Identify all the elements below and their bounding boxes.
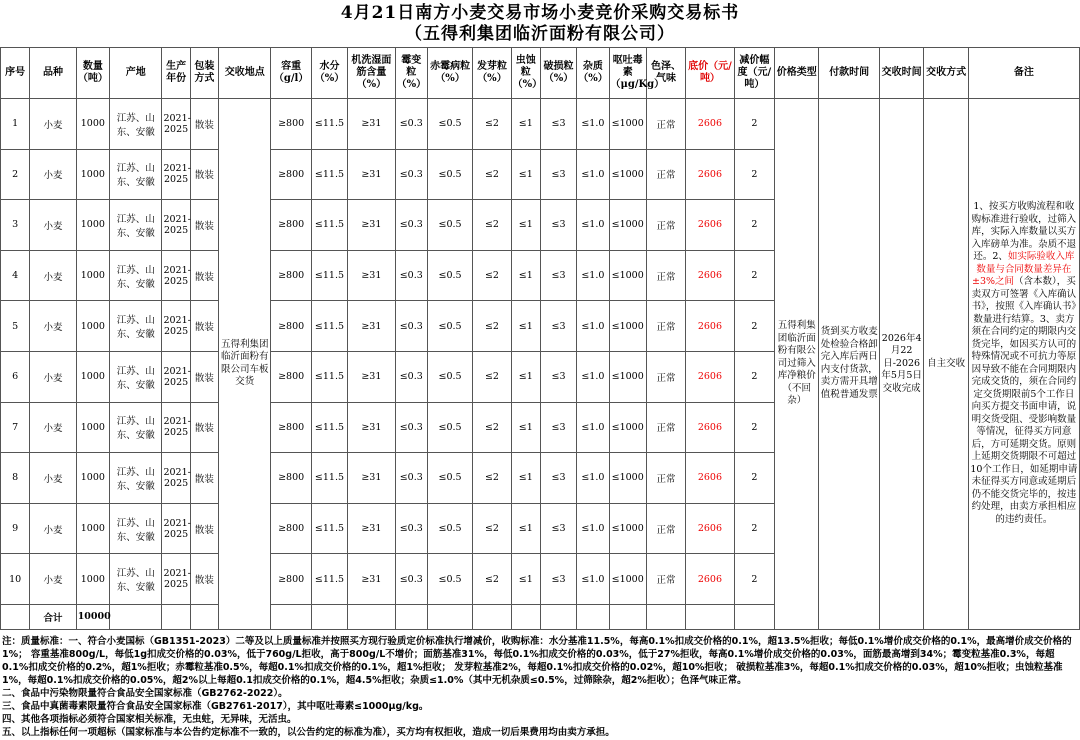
table-cell: 江苏、山东、安徽 <box>109 99 161 150</box>
table-cell: 2 <box>734 453 774 504</box>
table-cell: 小麦 <box>30 351 76 402</box>
delivery-time-cell: 2026年4月22日-2026年5月5日交收完成 <box>879 99 923 630</box>
table-cell: 2606 <box>686 99 734 150</box>
column-header: 发芽粒（%） <box>473 48 511 99</box>
table-cell: 江苏、山东、安徽 <box>109 351 161 402</box>
table-cell: ≤1 <box>511 250 540 301</box>
table-cell <box>646 604 685 629</box>
table-cell: ≤3 <box>540 149 576 200</box>
table-cell: ≤11.5 <box>311 301 347 352</box>
table-cell: ≤11.5 <box>311 351 347 402</box>
table-cell: ≤0.5 <box>427 554 472 605</box>
table-cell: ≤1 <box>511 554 540 605</box>
table-cell: 正常 <box>646 402 685 453</box>
table-cell: ≤1 <box>511 99 540 150</box>
table-cell: 正常 <box>646 149 685 200</box>
table-cell: ≤1000 <box>609 250 646 301</box>
column-header: 交收时间 <box>879 48 923 99</box>
table-cell: ≤0.5 <box>427 99 472 150</box>
table-cell: 1000 <box>76 301 109 352</box>
table-cell: 正常 <box>646 351 685 402</box>
table-cell: 2 <box>734 351 774 402</box>
table-cell: ≤0.5 <box>427 503 472 554</box>
table-cell <box>109 604 161 629</box>
column-header: 底价（元/吨） <box>686 48 734 99</box>
table-cell: 2 <box>734 200 774 251</box>
table-cell: 小麦 <box>30 503 76 554</box>
table-cell <box>427 604 472 629</box>
table-cell: 散装 <box>190 453 218 504</box>
column-header: 数量（吨） <box>76 48 109 99</box>
table-cell: ≤3 <box>540 554 576 605</box>
table-cell: ≤1.0 <box>577 453 609 504</box>
table-cell: ≤0.3 <box>395 301 427 352</box>
table-cell <box>271 604 311 629</box>
column-header: 杂质（%） <box>577 48 609 99</box>
table-cell: ≤11.5 <box>311 149 347 200</box>
table-cell: 2 <box>734 503 774 554</box>
table-cell: 2 <box>734 301 774 352</box>
table-cell: 2606 <box>686 351 734 402</box>
column-header: 容重（g/l） <box>271 48 311 99</box>
column-header: 包装方式 <box>190 48 218 99</box>
table-cell: ≥31 <box>348 453 395 504</box>
table-cell: 2 <box>734 402 774 453</box>
table-cell: ≤1000 <box>609 402 646 453</box>
table-cell: 2021-2025 <box>162 554 190 605</box>
table-cell: ≥800 <box>271 250 311 301</box>
table-cell: 2021-2025 <box>162 301 190 352</box>
table-cell: 正常 <box>646 250 685 301</box>
table-cell <box>311 604 347 629</box>
table-cell: 2606 <box>686 301 734 352</box>
table-cell: 9 <box>1 503 30 554</box>
table-cell: ≤2 <box>473 301 511 352</box>
table-cell: 2021-2025 <box>162 503 190 554</box>
table-cell: 2 <box>734 149 774 200</box>
payment-time-cell: 货到买方收麦处检验合格卸完入库后两日内支付货款，卖方需开具增值税普通发票 <box>819 99 880 630</box>
table-cell: ≤11.5 <box>311 554 347 605</box>
page-subtitle: （五得利集团临沂面粉有限公司） <box>405 24 675 44</box>
table-cell: 10000 <box>76 604 109 629</box>
table-cell: 1000 <box>76 99 109 150</box>
table-cell: ≤3 <box>540 250 576 301</box>
table-cell <box>609 604 646 629</box>
table-cell: ≤2 <box>473 453 511 504</box>
table-cell: ≤0.3 <box>395 503 427 554</box>
table-cell: ≤3 <box>540 99 576 150</box>
table-cell: 8 <box>1 453 30 504</box>
table-cell <box>190 604 218 629</box>
table-cell: 2021-2025 <box>162 250 190 301</box>
table-cell: 2 <box>1 149 30 200</box>
table-cell: ≤2 <box>473 250 511 301</box>
table-cell: 小麦 <box>30 402 76 453</box>
table-cell: ≤2 <box>473 402 511 453</box>
column-header: 序号 <box>1 48 30 99</box>
table-cell <box>348 604 395 629</box>
table-cell: ≤0.3 <box>395 402 427 453</box>
column-header: 霉变粒（%） <box>395 48 427 99</box>
table-cell: ≤1.0 <box>577 402 609 453</box>
table-cell <box>162 604 190 629</box>
table-cell: 1000 <box>76 503 109 554</box>
table-cell: ≤3 <box>540 503 576 554</box>
table-cell: 2 <box>734 554 774 605</box>
column-header: 色泽、气味 <box>646 48 685 99</box>
header-row <box>1 48 1080 99</box>
table-cell <box>511 604 540 629</box>
table-cell: ≤1.0 <box>577 503 609 554</box>
table-cell: 2021-2025 <box>162 149 190 200</box>
table-cell: 6 <box>1 351 30 402</box>
column-header: 交收方式 <box>924 48 968 99</box>
table-cell: 正常 <box>646 554 685 605</box>
table-cell: ≤1000 <box>609 503 646 554</box>
table-cell: 散装 <box>190 351 218 402</box>
table-cell: ≥31 <box>348 99 395 150</box>
table-cell: 江苏、山东、安徽 <box>109 554 161 605</box>
table-cell: ≤1.0 <box>577 301 609 352</box>
table-cell: 江苏、山东、安徽 <box>109 402 161 453</box>
table-cell: ≤1000 <box>609 149 646 200</box>
table-row <box>1 99 1080 150</box>
table-cell: 2021-2025 <box>162 351 190 402</box>
table-cell: 小麦 <box>30 250 76 301</box>
table-cell: ≤1 <box>511 402 540 453</box>
table-cell: 1000 <box>76 554 109 605</box>
table-cell: ≤1.0 <box>577 200 609 251</box>
column-header: 生产年份 <box>162 48 190 99</box>
table-cell: 小麦 <box>30 99 76 150</box>
table-cell: 2 <box>734 250 774 301</box>
table-cell: 2606 <box>686 554 734 605</box>
table-cell: 散装 <box>190 503 218 554</box>
table-cell: ≤0.5 <box>427 250 472 301</box>
table-cell: ≥800 <box>271 351 311 402</box>
note-line: 五、以上指标任何一项超标（国家标准与本公告约定标准不一致的，以公告约定的标准为准），买方均有权拒收，造成一切后果费用均由卖方承担。 <box>2 727 615 738</box>
table-cell: 2021-2025 <box>162 200 190 251</box>
column-header: 机洗湿面筋含量（%） <box>348 48 395 99</box>
table-cell <box>540 604 576 629</box>
table-cell: ≤1.0 <box>577 149 609 200</box>
column-header: 付款时间 <box>819 48 880 99</box>
table-cell: 小麦 <box>30 149 76 200</box>
table-cell: 散装 <box>190 301 218 352</box>
table-cell: 2606 <box>686 250 734 301</box>
table-cell: 1000 <box>76 149 109 200</box>
table-cell: 1000 <box>76 402 109 453</box>
table-cell: ≤1 <box>511 453 540 504</box>
table-cell: 小麦 <box>30 200 76 251</box>
table-cell: 3 <box>1 200 30 251</box>
page-title: 4月21日南方小麦交易市场小麦竞价采购交易标书 <box>340 3 740 23</box>
table-cell: 1000 <box>76 453 109 504</box>
table-cell: ≥800 <box>271 301 311 352</box>
table-cell: ≤11.5 <box>311 453 347 504</box>
table-cell: ≥31 <box>348 149 395 200</box>
table-cell: ≤1 <box>511 351 540 402</box>
table-cell: ≥31 <box>348 301 395 352</box>
table-cell: ≤2 <box>473 200 511 251</box>
table-cell: 散装 <box>190 554 218 605</box>
table-cell: ≤0.3 <box>395 99 427 150</box>
table-cell: 正常 <box>646 301 685 352</box>
table-cell: ≤3 <box>540 351 576 402</box>
column-header: 赤霉病粒（%） <box>427 48 472 99</box>
table-cell: ≤2 <box>473 503 511 554</box>
table-cell: ≤0.5 <box>427 149 472 200</box>
table-cell: 正常 <box>646 200 685 251</box>
table-cell: 小麦 <box>30 453 76 504</box>
table-cell: ≤1 <box>511 301 540 352</box>
table-cell: ≤0.3 <box>395 250 427 301</box>
table-cell: ≥800 <box>271 503 311 554</box>
table-cell: ≤11.5 <box>311 503 347 554</box>
tender-table <box>0 47 1080 630</box>
table-cell: 江苏、山东、安徽 <box>109 250 161 301</box>
table-cell: 散装 <box>190 200 218 251</box>
table-cell: ≥800 <box>271 402 311 453</box>
table-cell: ≥800 <box>271 554 311 605</box>
table-cell: ≤1.0 <box>577 99 609 150</box>
table-cell: ≤2 <box>473 99 511 150</box>
table-cell <box>686 604 734 629</box>
table-cell: ≥31 <box>348 351 395 402</box>
table-cell: ≥31 <box>348 554 395 605</box>
delivery-method-cell: 自主交收 <box>924 99 968 630</box>
table-cell: ≥800 <box>271 200 311 251</box>
table-cell: ≥31 <box>348 503 395 554</box>
table-cell: 散装 <box>190 99 218 150</box>
table-cell: ≤0.5 <box>427 402 472 453</box>
table-cell: ≥800 <box>271 149 311 200</box>
table-cell: ≤1000 <box>609 99 646 150</box>
table-cell: ≤1000 <box>609 554 646 605</box>
table-cell: 江苏、山东、安徽 <box>109 503 161 554</box>
column-header: 虫蚀粒（%） <box>511 48 540 99</box>
table-cell: 2606 <box>686 453 734 504</box>
remark-cell <box>968 99 1079 630</box>
table-cell: 正常 <box>646 99 685 150</box>
column-header: 减价幅度（元/吨） <box>734 48 774 99</box>
delivery-location-cell: 五得利集团临沂面粉有限公司车板交货 <box>218 99 270 630</box>
table-cell: 2021-2025 <box>162 453 190 504</box>
table-cell: ≤1 <box>511 149 540 200</box>
table-cell: 2606 <box>686 402 734 453</box>
table-cell: ≤3 <box>540 402 576 453</box>
table-cell: 江苏、山东、安徽 <box>109 453 161 504</box>
table-cell: ≤1.0 <box>577 554 609 605</box>
column-header: 水分（%） <box>311 48 347 99</box>
table-cell: ≤3 <box>540 301 576 352</box>
table-cell: 1000 <box>76 351 109 402</box>
notes <box>0 635 1080 739</box>
table-cell: ≤1.0 <box>577 351 609 402</box>
table-cell: 2 <box>734 99 774 150</box>
remark-text: 1、按买方收购流程和收购标准进行验收，过筛入库，实际入库数量以买方入库磅单为准。杂质不退还。2、 <box>971 201 1077 263</box>
table-cell: 合计 <box>30 604 76 629</box>
column-header: 产地 <box>109 48 161 99</box>
table-cell: ≥31 <box>348 250 395 301</box>
table-cell: 4 <box>1 250 30 301</box>
note-line: 二、食品中污染物限量符合食品安全国家标准（GB2762-2022）。 <box>2 688 288 699</box>
table-cell: ≤0.3 <box>395 351 427 402</box>
table-cell: 2606 <box>686 149 734 200</box>
table-cell: 1 <box>1 99 30 150</box>
table-cell: ≤1000 <box>609 351 646 402</box>
table-cell: ≤0.5 <box>427 200 472 251</box>
table-cell: ≤0.5 <box>427 453 472 504</box>
table-cell: ≤0.3 <box>395 200 427 251</box>
note-line: 四、其他各项指标必须符合国家相关标准，无虫蛀，无异味，无活虫。 <box>2 714 297 725</box>
table-cell: 1000 <box>76 200 109 251</box>
table-cell: ≤11.5 <box>311 99 347 150</box>
table-cell: ≥800 <box>271 453 311 504</box>
table-cell: ≤0.3 <box>395 453 427 504</box>
table-cell: ≤3 <box>540 200 576 251</box>
table-cell: 2606 <box>686 503 734 554</box>
note-line: 注：质量标准：一、符合小麦国标（GB1351-2023）二等及以上质量标准并按照买方现行验质定价标准执行增减价，收购标准：水分基准11.5%，每高0.1%扣成交价格的0.1%，超13.5%拒收；每低0.1%增价成交价格的0.1%，最高增价成交价格的1%； 容重基准800g/L，每低1g扣成交价格的0.03%，低于760g/L拒收，高于800g/L不增价；面筋基准31%，每低0.1%扣成交价格的0.03%，低于27%拒收，每高0.1%增价成交价格的0.03%，面筋最高增到34%；霉变粒基准0.3%，每超0.1%扣成交价格的0.2%，超1%拒收；赤霉粒基准0.5%，每超0.1%扣成交价格的0.1%，超1%拒收； 发芽粒基准2%，每超0.1%扣成交价格的0.02%，超10%拒收； 破损粒基准3%，每超0.1%扣成交价格的0.03%，超10%拒收；虫蚀粒基准1%，每超0.1%扣成交价格的0.05%，超2%以上每超0.1扣成交价格的0.1%，超4.5%拒收；杂质≤1.0%（其中无机杂质≤0.5%，过筛除杂，超2%拒收）；色泽气味正常。 <box>2 636 1072 686</box>
column-header: 价格类型 <box>775 48 819 99</box>
table-cell: 2021-2025 <box>162 402 190 453</box>
table-cell: 散装 <box>190 149 218 200</box>
table-cell: ≤0.5 <box>427 351 472 402</box>
table-cell: 1000 <box>76 250 109 301</box>
table-cell: ≤1 <box>511 200 540 251</box>
column-header: 呕吐毒素（μg/Kg） <box>609 48 646 99</box>
table-cell: 小麦 <box>30 554 76 605</box>
column-header: 备注 <box>968 48 1079 99</box>
table-cell: ≤11.5 <box>311 402 347 453</box>
column-header: 交收地点 <box>218 48 270 99</box>
table-cell: ≤0.3 <box>395 554 427 605</box>
table-cell: ≥31 <box>348 200 395 251</box>
table-cell: ≤11.5 <box>311 250 347 301</box>
table-cell: ≤2 <box>473 554 511 605</box>
table-cell: ≤1.0 <box>577 250 609 301</box>
table-cell: 正常 <box>646 453 685 504</box>
table-cell: 2606 <box>686 200 734 251</box>
note-line: 三、食品中真菌毒素限量符合食品安全国家标准（GB2761-2017），其中呕吐毒素≤1000μg/kg。 <box>2 701 429 712</box>
table-cell: 正常 <box>646 503 685 554</box>
remark-text: （含本数），买卖双方可签署《入库确认书》，按照《入库确认书》数量进行结算。3、卖方须在合同约定的期限内交货完毕，如因买方认可的特殊情况或不可抗力等原因导致不能在合同期限内完成交货的，须在合同约定交货期限前5个工作日向买方提交书面申请，说明交货受阻、受影响数量等情况，征得买方同意后，方可延期交货。原则上延期交货期限不可超过10个工作日，如延期申请未征得买方同意或延期后仍不能交货完毕的，按违约处理，由卖方承担相应的违约责任。 <box>970 276 1078 525</box>
table-cell <box>734 604 774 629</box>
table-cell: ≤1000 <box>609 453 646 504</box>
table-cell: ≤0.5 <box>427 301 472 352</box>
table-cell: 散装 <box>190 250 218 301</box>
table-cell: ≤3 <box>540 453 576 504</box>
table-cell <box>1 604 30 629</box>
table-cell: 小麦 <box>30 301 76 352</box>
table-cell <box>473 604 511 629</box>
table-cell: 江苏、山东、安徽 <box>109 200 161 251</box>
table-cell: ≥800 <box>271 99 311 150</box>
table-cell: 7 <box>1 402 30 453</box>
table-cell <box>395 604 427 629</box>
table-cell: ≥31 <box>348 402 395 453</box>
table-cell: ≤11.5 <box>311 200 347 251</box>
table-cell: ≤2 <box>473 149 511 200</box>
table-cell <box>577 604 609 629</box>
table-cell: ≤2 <box>473 351 511 402</box>
remark-highlight: 如实际验收入库数量与合同数量差异在±3%之间 <box>971 251 1075 288</box>
column-header: 破损粒（%） <box>540 48 576 99</box>
table-cell: ≤1000 <box>609 301 646 352</box>
price-type-cell: 五得利集团临沂面粉有限公司过筛入库净粮价（不回杂） <box>775 99 819 630</box>
table-cell: 江苏、山东、安徽 <box>109 149 161 200</box>
table-cell: 散装 <box>190 402 218 453</box>
table-cell: ≤1 <box>511 503 540 554</box>
table-cell: ≤1000 <box>609 200 646 251</box>
table-cell: 2021-2025 <box>162 99 190 150</box>
table-cell: 10 <box>1 554 30 605</box>
table-cell: 江苏、山东、安徽 <box>109 301 161 352</box>
table-cell: ≤0.3 <box>395 149 427 200</box>
table-cell: 5 <box>1 301 30 352</box>
column-header: 品种 <box>30 48 76 99</box>
